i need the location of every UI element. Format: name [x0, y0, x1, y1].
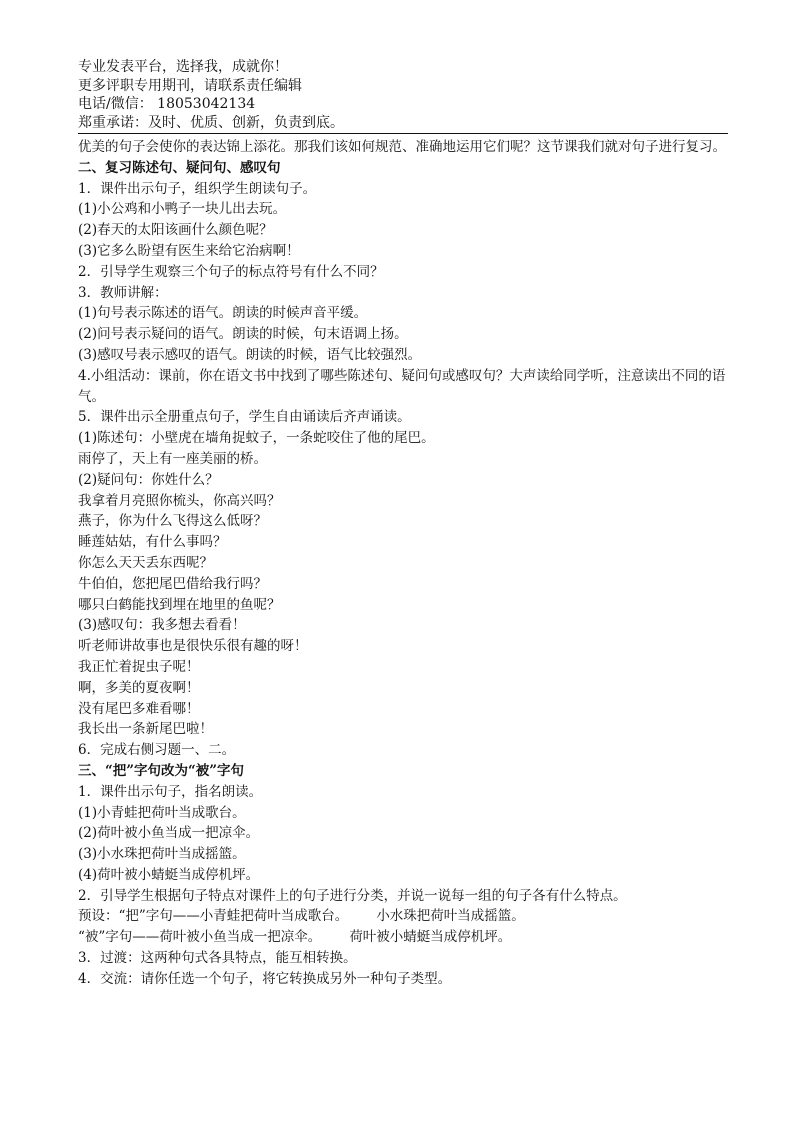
example-sentence: (2)疑问句：你姓什么？ [78, 471, 219, 488]
example-sentence: 没有尾巴多难看哪！ [78, 700, 200, 717]
preset-ba-right: 小水珠把荷叶当成摇篮。 [376, 908, 525, 925]
preset-line-bei [78, 927, 728, 948]
example-sentence: 燕子，你为什么飞得这么低呀？ [78, 513, 267, 530]
step-line: 2．引导学生观察三个句子的标点符号有什么不同？ [78, 263, 384, 280]
header-promise: 郑重承诺：及时、优质、创新，负责到底。 [78, 114, 344, 131]
document-page [78, 58, 728, 990]
header-slogan: 专业发表平台，选择我，成就你！ [78, 59, 288, 75]
example-sentence: 我正忙着捉虫子呢！ [78, 658, 200, 675]
step-line: 2．引导学生根据句子特点对课件上的句子进行分类，并说一说每一组的句子各有什么特点。 [78, 887, 627, 904]
intro-paragraph: 优美的句子会使你的表达锦上添花。那我们该如何规范、准确地运用它们呢？这节课我们就对句子进行复习。 [78, 139, 726, 155]
example-sentence: 雨停了，天上有一座美丽的桥。 [78, 450, 267, 467]
example-sentence: (2)荷叶被小鱼当成一把凉伞。 [78, 825, 260, 842]
example-sentence: 哪只白鹤能找到埋在地里的鱼呢？ [78, 596, 281, 613]
step-line: 5．课件出示全册重点句子，学生自由诵读后齐声诵读。 [78, 409, 411, 426]
step-line: 4．交流：请你任选一个句子，将它转换成另外一种句子类型。 [78, 970, 452, 987]
example-sentence: 我拿着月亮照你梳头，你高兴吗？ [78, 492, 281, 509]
step-paragraph: 4.小组活动：课前，你在语文书中找到了哪些陈述句、疑问句或感叹句？大声读给同学听，注意读出不同的语气。 [78, 367, 726, 405]
example-sentence: 你怎么天天丢东西呢？ [78, 554, 213, 571]
preset-line-ba [78, 906, 728, 927]
example-sentence: (1)小公鸡和小鸭子一块儿出去玩。 [78, 201, 287, 218]
example-sentence: (1)陈述句：小壁虎在墙角捉蚊子，一条蛇咬住了他的尾巴。 [78, 430, 435, 447]
example-sentence: (1)小青蛙把荷叶当成歌台。 [78, 804, 246, 821]
preset-bei-left: “被”字句——荷叶被小鱼当成一把凉伞。 [78, 929, 322, 946]
header-divider [78, 133, 728, 134]
preset-ba-left: 预设：“把”字句——小青蛙把荷叶当成歌台。 [78, 908, 349, 925]
section-heading-3: 三、“把”字句改为“被”字句 [78, 762, 245, 779]
preset-bei-right: 荷叶被小蜻蜓当成停机坪。 [349, 929, 512, 946]
section-heading-2: 二、复习陈述句、疑问句、感叹句 [78, 159, 281, 176]
example-sentence: (2)春天的太阳该画什么颜色呢？ [78, 222, 273, 239]
step-line: 3．过渡：这两种句式各具特点，能互相转换。 [78, 950, 357, 967]
header-contact: 电话/微信： 18053042134 [78, 96, 256, 112]
step-line: 6．完成右侧习题一、二。 [78, 742, 236, 759]
example-sentence: 啊，多美的夏夜啊！ [78, 679, 200, 696]
explanation-line: (2)问号表示疑问的语气。朗读的时候，句末语调上扬。 [78, 326, 408, 343]
example-sentence: 牛伯伯，您把尾巴借给我行吗？ [78, 575, 267, 592]
example-sentence: (3)小水珠把荷叶当成摇篮。 [78, 846, 246, 863]
example-sentence: 睡莲姑姑，有什么事吗？ [78, 534, 227, 551]
step-line: 1．课件出示句子，组织学生朗读句子。 [78, 180, 317, 197]
example-sentence: (3)感叹句：我多想去看看！ [78, 617, 246, 634]
page-header [78, 58, 728, 134]
document-body [78, 137, 728, 990]
step-line: 1．课件出示句子，指名朗读。 [78, 783, 263, 800]
header-journal-note: 更多评职专用期刊，请联系责任编辑 [78, 77, 302, 94]
example-sentence: 我长出一条新尾巴啦！ [78, 721, 213, 738]
example-sentence: 听老师讲故事也是很快乐很有趣的呀！ [78, 638, 308, 655]
explanation-line: (1)句号表示陈述的语气。朗读的时候声音平缓。 [78, 305, 368, 322]
example-sentence: (3)它多么盼望有医生来给它治病啊！ [78, 242, 300, 259]
explanation-line: (3)感叹号表示感叹的语气。朗读的时候，语气比较强烈。 [78, 346, 422, 363]
step-line: 3．教师讲解： [78, 284, 168, 301]
example-sentence: (4)荷叶被小蜻蜓当成停机坪。 [78, 866, 260, 883]
